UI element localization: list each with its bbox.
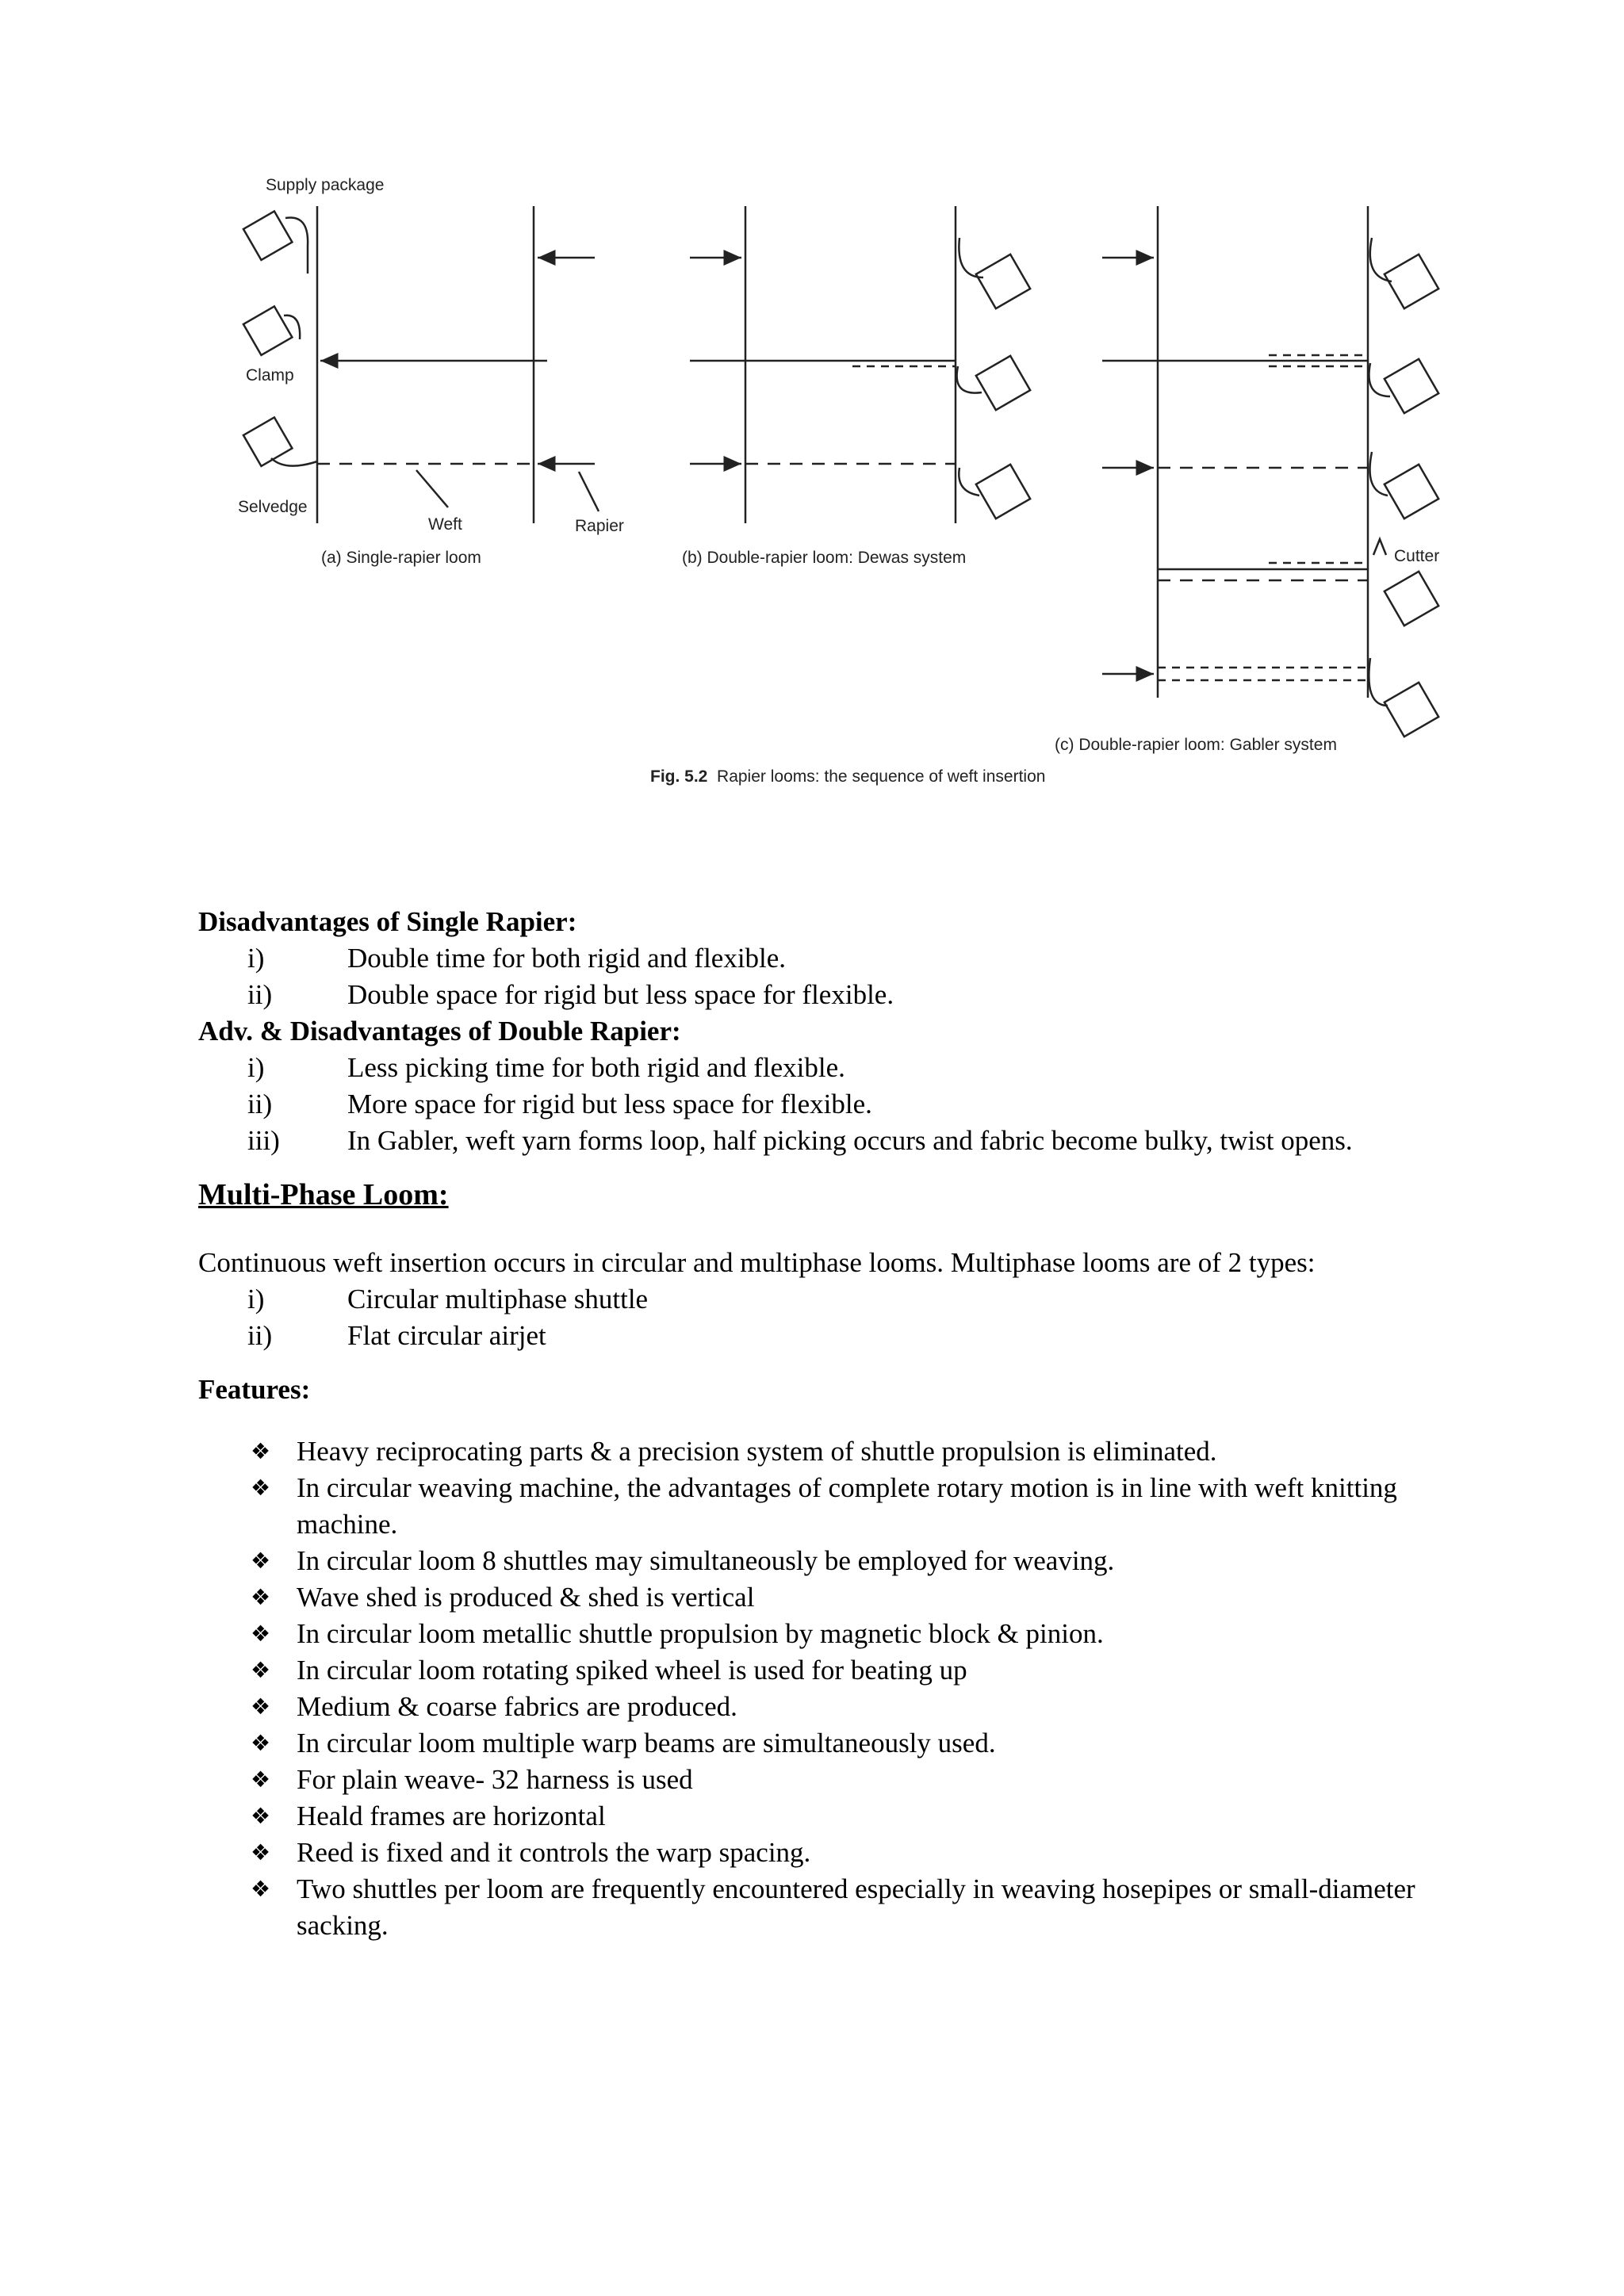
list-number: ii) xyxy=(247,1320,273,1351)
feature-item xyxy=(198,1835,1435,1871)
list-number: iii) xyxy=(247,1125,280,1156)
list-item xyxy=(198,1123,1435,1159)
label-weft: Weft xyxy=(428,515,462,534)
list-number: ii) xyxy=(247,1089,273,1119)
bullet-icon: ❖ xyxy=(251,1438,271,1464)
feature-text: In circular weaving machine, the advantages of complete rotary motion is in line with weft knitting machine. xyxy=(297,1472,1397,1540)
bullet-icon: ❖ xyxy=(251,1803,271,1829)
list-number: ii) xyxy=(247,979,273,1010)
double-rapier-heading: Adv. & Disadvantages of Double Rapier: xyxy=(198,1016,681,1047)
list-number: i) xyxy=(247,943,265,974)
single-rapier-heading: Disadvantages of Single Rapier: xyxy=(198,906,577,937)
list-text: Circular multiphase shuttle xyxy=(347,1284,649,1314)
bullet-icon: ❖ xyxy=(251,1621,271,1647)
bullet-icon: ❖ xyxy=(251,1730,271,1756)
list-text: Less picking time for both rigid and flexible. xyxy=(347,1052,845,1083)
subcaption-b: (b) Double-rapier loom: Dewas system xyxy=(682,549,967,567)
list-item xyxy=(198,940,1435,977)
label-clamp: Clamp xyxy=(246,366,294,385)
feature-text: For plain weave- 32 harness is used xyxy=(297,1764,693,1795)
label-selvedge: Selvedge xyxy=(238,498,308,516)
bullet-icon: ❖ xyxy=(251,1693,271,1720)
bullet-icon: ❖ xyxy=(251,1548,271,1574)
feature-item xyxy=(198,1652,1435,1689)
list-number: i) xyxy=(247,1052,265,1083)
label-supply-package: Supply package xyxy=(266,176,385,194)
list-text: Double time for both rigid and flexible. xyxy=(347,943,787,974)
feature-item xyxy=(198,1725,1435,1762)
feature-item xyxy=(198,1470,1435,1543)
bullet-icon: ❖ xyxy=(251,1584,271,1610)
label-rapier: Rapier xyxy=(575,517,624,535)
feature-text: Wave shed is produced & shed is vertical xyxy=(297,1582,755,1613)
list-text: Flat circular airjet xyxy=(347,1320,546,1351)
list-number: i) xyxy=(247,1284,265,1314)
label-cutter: Cutter xyxy=(1394,547,1440,565)
feature-item xyxy=(198,1579,1435,1616)
list-text: More space for rigid but less space for flexible. xyxy=(347,1089,872,1119)
feature-text: Medium & coarse fabrics are produced. xyxy=(297,1691,737,1722)
rapier-loom-diagram xyxy=(222,159,1459,809)
list-text: In Gabler, weft yarn forms loop, half picking occurs and fabric become bulky, twist opens. xyxy=(347,1125,1353,1156)
document-body xyxy=(198,904,1435,1944)
feature-text: Heavy reciprocating parts & a precision system of shuttle propulsion is eliminated. xyxy=(297,1436,1217,1467)
feature-item xyxy=(198,1433,1435,1470)
subcaption-c: (c) Double-rapier loom: Gabler system xyxy=(1055,736,1337,754)
bullet-icon: ❖ xyxy=(251,1657,271,1683)
list-item xyxy=(198,977,1435,1013)
features-heading: Features: xyxy=(198,1374,311,1405)
bullet-icon: ❖ xyxy=(251,1766,271,1793)
feature-text: In circular loom rotating spiked wheel is used for beating up xyxy=(297,1655,967,1686)
feature-text: Two shuttles per loom are frequently encountered especially in weaving hosepipes or small-diameter sacking. xyxy=(297,1873,1415,1941)
feature-item xyxy=(198,1871,1435,1944)
subcaption-a: (a) Single-rapier loom xyxy=(321,549,481,567)
feature-item xyxy=(198,1543,1435,1579)
feature-item xyxy=(198,1798,1435,1835)
feature-text: Heald frames are horizontal xyxy=(297,1800,606,1831)
feature-text: In circular loom 8 shuttles may simultaneously be employed for weaving. xyxy=(297,1545,1115,1576)
multiphase-heading: Multi-Phase Loom: xyxy=(198,1178,449,1211)
figure-number: Fig. 5.2 xyxy=(650,767,708,786)
multiphase-intro: Continuous weft insertion occurs in circular and multiphase looms. Multiphase looms are of 2 types: xyxy=(198,1247,1316,1278)
feature-text: Reed is fixed and it controls the warp spacing. xyxy=(297,1837,811,1868)
feature-item xyxy=(198,1689,1435,1725)
list-item xyxy=(198,1050,1435,1086)
feature-text: In circular loom metallic shuttle propulsion by magnetic block & pinion. xyxy=(297,1618,1104,1649)
bullet-icon: ❖ xyxy=(251,1876,271,1902)
rapier-loom-figure xyxy=(222,159,1459,809)
feature-item xyxy=(198,1762,1435,1798)
features-list xyxy=(198,1433,1435,1944)
list-item xyxy=(198,1281,1435,1318)
bullet-icon: ❖ xyxy=(251,1475,271,1501)
list-item xyxy=(198,1318,1435,1354)
figure-caption-text: Rapier looms: the sequence of weft insertion xyxy=(717,767,1046,786)
figure-caption xyxy=(650,767,1045,786)
feature-item xyxy=(198,1616,1435,1652)
list-text: Double space for rigid but less space for flexible. xyxy=(347,979,894,1010)
bullet-icon: ❖ xyxy=(251,1839,271,1866)
feature-text: In circular loom multiple warp beams are simultaneously used. xyxy=(297,1728,996,1758)
list-item xyxy=(198,1086,1435,1123)
